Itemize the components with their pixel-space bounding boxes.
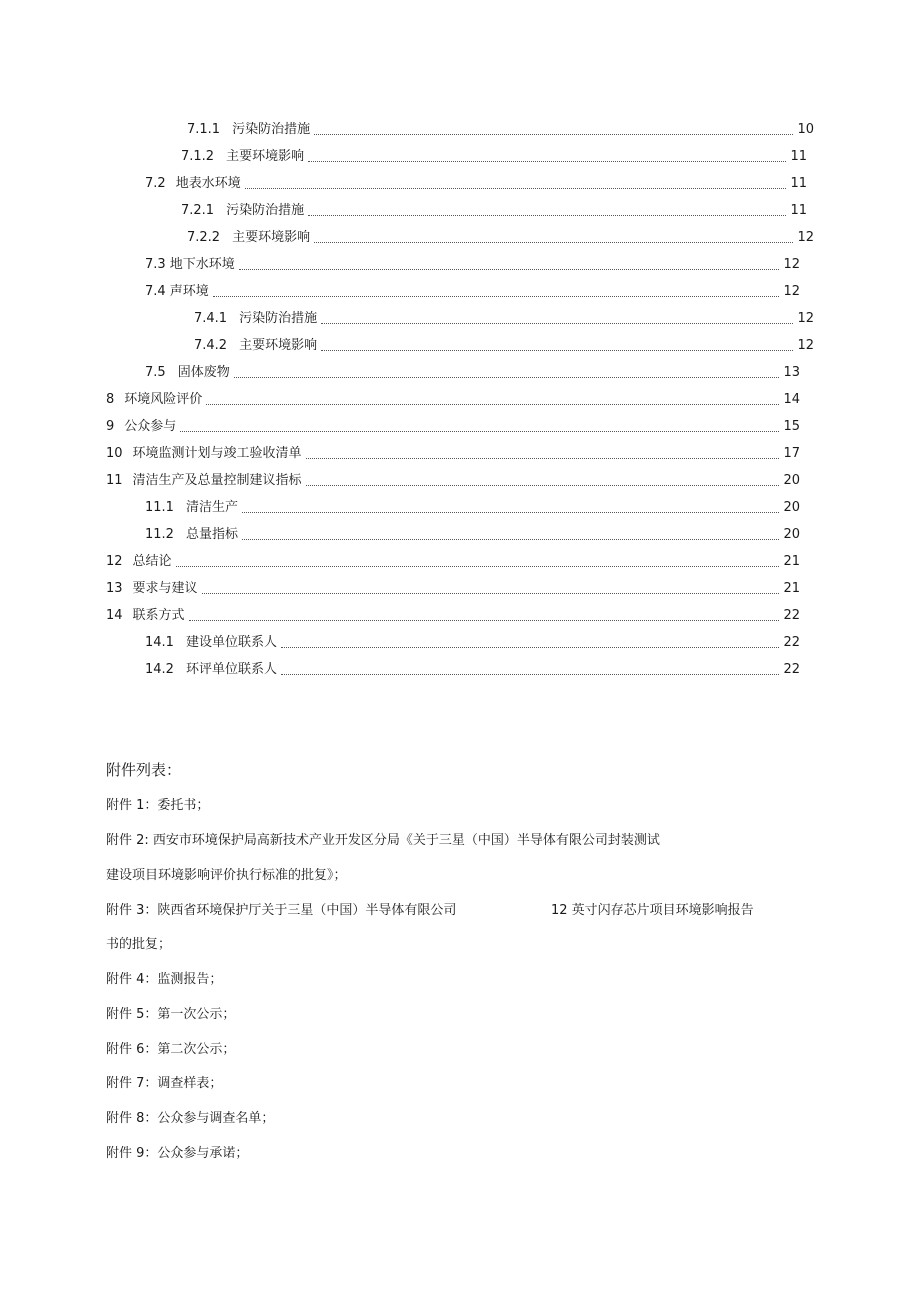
toc-entry-page: 21 [783, 554, 800, 569]
toc-entry[interactable] [145, 256, 800, 274]
toc-entry-page: 20 [783, 500, 800, 515]
attachment-item: 附件 4：监测报告； [106, 972, 223, 987]
toc-entry[interactable] [106, 391, 800, 409]
toc-leader-dots [202, 583, 780, 594]
toc-leader-dots [206, 394, 779, 405]
toc-entry-label: 联系方式 [132, 608, 185, 623]
attachment-item-continuation: 建设项目环境影响评价执行标准的批复》； [106, 868, 347, 883]
toc-entry-number: 7.1.2 [181, 149, 215, 164]
toc-entry[interactable] [194, 310, 814, 328]
toc-entry[interactable] [181, 202, 807, 220]
toc-entry-page: 12 [797, 338, 814, 353]
toc-entry-number: 7.5 [145, 365, 166, 380]
toc-entry-number: 7.1.1 [187, 122, 221, 137]
toc-entry-number: 7.4.2 [194, 338, 228, 353]
toc-entry-number: 14.1 [145, 635, 174, 650]
toc-entry-label: 环境监测计划与竣工验收清单 [132, 446, 302, 461]
toc-entry-label: 环评单位联系人 [185, 662, 277, 677]
toc-entry[interactable] [145, 175, 807, 193]
toc-entry[interactable] [106, 553, 800, 571]
toc-entry-number: 7.2.2 [187, 230, 221, 245]
toc-entry-page: 14 [783, 392, 800, 407]
toc-entry[interactable] [145, 364, 800, 382]
toc-leader-dots [308, 205, 786, 216]
attachment-item: 附件 7：调查样表； [106, 1076, 223, 1091]
toc-entry[interactable] [106, 472, 800, 490]
toc-entry-number: 7.4 [145, 284, 166, 299]
toc-entry-page: 13 [783, 365, 800, 380]
attachment-item: 附件 5：第一次公示； [106, 1007, 236, 1022]
toc-entry-page: 21 [783, 581, 800, 596]
toc-entry-label: 主要环境影响 [226, 149, 305, 164]
toc-entry-page: 12 [783, 257, 800, 272]
toc-entry-page: 11 [790, 149, 807, 164]
toc-leader-dots [242, 502, 779, 513]
toc-entry-number: 10 [106, 446, 123, 461]
toc-entry-number: 14 [106, 608, 123, 623]
toc-entry-label: 要求与建议 [132, 581, 198, 596]
toc-entry-page: 12 [797, 230, 814, 245]
toc-entry-number: 11.1 [145, 500, 174, 515]
toc-entry-page: 20 [783, 473, 800, 488]
toc-entry[interactable] [106, 580, 800, 598]
toc-entry[interactable] [106, 607, 800, 625]
toc-entry-label: 污染防治措施 [239, 311, 318, 326]
toc-entry[interactable] [187, 121, 814, 139]
toc-entry-page: 10 [797, 122, 814, 137]
toc-entry-label: 固体废物 [177, 365, 230, 380]
attachment-item: 附件 9：公众参与承诺； [106, 1146, 249, 1161]
toc-entry-number: 7.2.1 [181, 203, 215, 218]
toc-entry-label: 环境风险评价 [124, 392, 203, 407]
toc-entry-page: 22 [783, 662, 800, 677]
attachment-item: 附件 2: 西安市环境保护局高新技术产业开发区分局《关于三星（中国）半导体有限公司封装测试 [106, 833, 660, 848]
toc-entry-label: 污染防治措施 [232, 122, 311, 137]
toc-entry-label: 声环境 [169, 284, 209, 299]
toc-leader-dots [234, 367, 780, 378]
attachment-item: 附件 3：陕西省环境保护厅关于三星（中国）半导体有限公司 [106, 903, 457, 918]
toc-entry-page: 22 [783, 608, 800, 623]
toc-entry-number: 8 [106, 392, 115, 407]
toc-leader-dots [239, 259, 780, 270]
toc-entry-label: 地下水环境 [169, 257, 235, 272]
toc-entry-number: 11.2 [145, 527, 174, 542]
toc-leader-dots [306, 448, 780, 459]
toc-entry-label: 清洁生产 [185, 500, 238, 515]
toc-entry-label: 污染防治措施 [226, 203, 305, 218]
toc-entry-number: 12 [106, 554, 123, 569]
toc-entry[interactable] [145, 661, 800, 679]
toc-entry-label: 清洁生产及总量控制建议指标 [132, 473, 302, 488]
toc-leader-dots [306, 475, 780, 486]
toc-leader-dots [321, 313, 793, 324]
toc-entry-page: 17 [783, 446, 800, 461]
attachment-item-continuation: 书的批复； [106, 937, 172, 952]
toc-entry-number: 9 [106, 419, 115, 434]
toc-leader-dots [281, 637, 779, 648]
toc-leader-dots [308, 151, 786, 162]
toc-entry[interactable] [145, 526, 800, 544]
toc-entry[interactable] [187, 229, 814, 247]
toc-leader-dots [321, 340, 793, 351]
toc-entry-page: 15 [783, 419, 800, 434]
toc-entry-label: 公众参与 [124, 419, 177, 434]
toc-leader-dots [213, 286, 780, 297]
toc-entry-number: 13 [106, 581, 123, 596]
toc-entry[interactable] [181, 148, 807, 166]
toc-entry-page: 11 [790, 203, 807, 218]
toc-entry-label: 地表水环境 [175, 176, 241, 191]
toc-entry-number: 7.3 [145, 257, 166, 272]
attachment-list-title: 附件列表： [106, 761, 182, 779]
toc-entry-label: 主要环境影响 [232, 230, 311, 245]
toc-leader-dots [176, 556, 780, 567]
toc-entry[interactable] [145, 499, 800, 517]
toc-entry-page: 12 [783, 284, 800, 299]
toc-entry-page: 20 [783, 527, 800, 542]
toc-entry-page: 11 [790, 176, 807, 191]
toc-entry[interactable] [145, 283, 800, 301]
toc-entry[interactable] [145, 634, 800, 652]
toc-entry[interactable] [194, 337, 814, 355]
toc-entry-number: 11 [106, 473, 123, 488]
attachment-item: 附件 6：第二次公示； [106, 1042, 236, 1057]
toc-leader-dots [281, 664, 779, 675]
toc-leader-dots [314, 124, 793, 135]
toc-entry-label: 总结论 [132, 554, 172, 569]
toc-entry-number: 7.4.1 [194, 311, 228, 326]
toc-entry-label: 建设单位联系人 [185, 635, 277, 650]
attachment-item: 附件 1：委托书； [106, 798, 210, 813]
toc-leader-dots [189, 610, 780, 621]
toc-leader-dots [242, 529, 779, 540]
attachment-item: 附件 8：公众参与调查名单； [106, 1111, 275, 1126]
toc-entry[interactable] [106, 418, 800, 436]
attachment-item-continuation: 12 英寸闪存芯片项目环境影响报告 [551, 903, 754, 918]
toc-leader-dots [180, 421, 779, 432]
toc-entry-label: 主要环境影响 [239, 338, 318, 353]
toc-leader-dots [314, 232, 793, 243]
toc-entry-page: 22 [783, 635, 800, 650]
toc-leader-dots [245, 178, 787, 189]
toc-entry-label: 总量指标 [185, 527, 238, 542]
toc-entry-page: 12 [797, 311, 814, 326]
toc-entry-number: 14.2 [145, 662, 174, 677]
toc-entry-number: 7.2 [145, 176, 166, 191]
toc-entry[interactable] [106, 445, 800, 463]
